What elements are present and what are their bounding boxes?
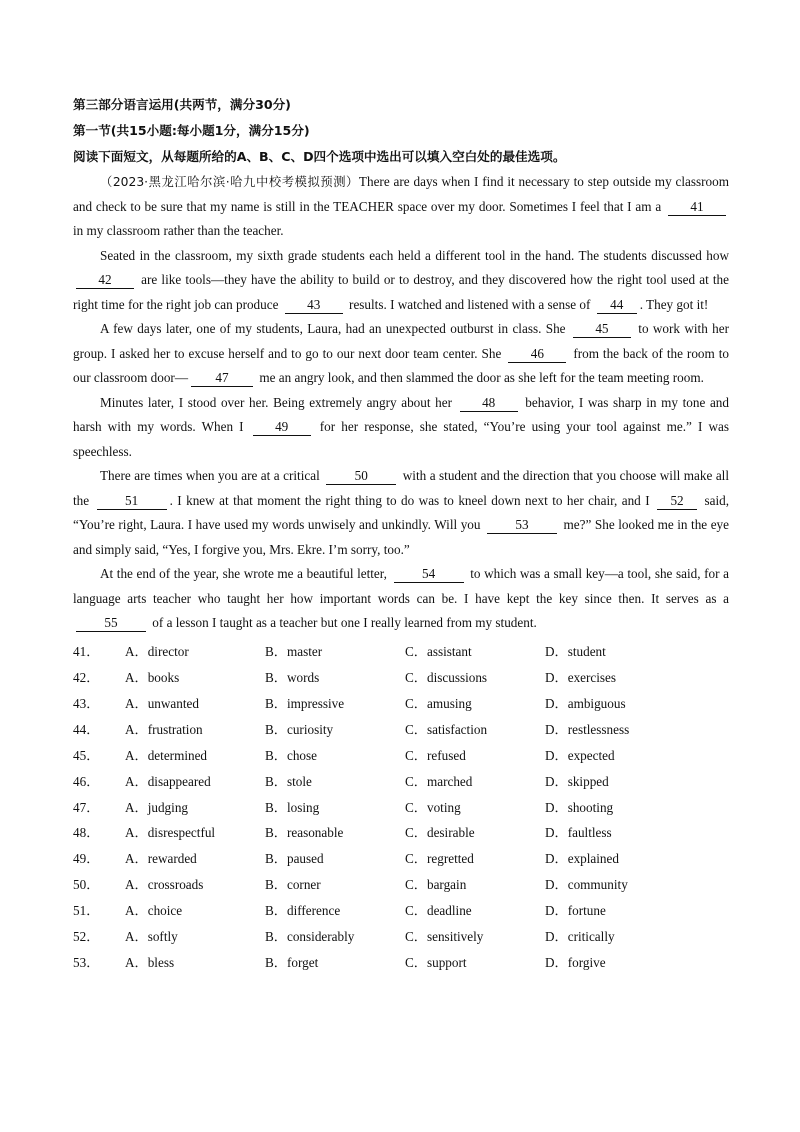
option-row: [73, 640, 729, 666]
question-number: 50．: [73, 877, 100, 893]
option-b: B．curiosity: [265, 721, 334, 737]
option-b: B．considerably: [265, 928, 355, 944]
question-number: 47．: [73, 799, 100, 815]
blank-48: 48: [460, 394, 518, 412]
option-a: A．determined: [125, 747, 208, 763]
option-row: [73, 847, 729, 873]
blank-42: 42: [76, 271, 134, 289]
option-a: A．softly: [125, 928, 178, 944]
instruction-text: 阅读下面短文，从每题所给的A、B、C、D四个选项中选出可以填入空白处的最佳选项。: [73, 149, 566, 164]
option-row: [73, 898, 729, 924]
option-b: B．chose: [265, 747, 318, 763]
option-b: B．corner: [265, 877, 321, 893]
option-a: A．disrespectful: [125, 825, 216, 841]
option-c: C．bargain: [405, 877, 467, 893]
question-number: 49．: [73, 851, 100, 867]
option-c: C．voting: [405, 799, 461, 815]
option-b: B．master: [265, 644, 323, 660]
passage-paragraph-2: Seated in the classroom, my sixth grade students each held a different tool in the hand. The students discussed how 42 are like tools—they have the ability to build or to destroy, and they discovered how the right tool used at the right time for the right job can produce 43 results. I watched and listened with a sense of 44 . They got it!: [73, 247, 730, 312]
blank-43: 43: [285, 296, 343, 314]
option-d: D．community: [545, 877, 628, 893]
option-a: A．books: [125, 670, 180, 686]
option-b: B．difference: [265, 903, 341, 919]
blank-52: 52: [657, 492, 697, 510]
option-d: D．student: [545, 644, 606, 660]
subsection-heading: 第一节(共15小题:每小题1分，满分15分): [73, 123, 310, 138]
option-row: [73, 743, 729, 769]
option-row: [73, 821, 729, 847]
options-list: [73, 640, 729, 977]
passage-paragraph-6: At the end of the year, she wrote me a beautiful letter, 54 to which was a small key—a tool, she said, for a language arts teacher who taught her how important words can be. I have kept the key since then. It serves as a 55 of a lesson I taught as a teacher but one I really learned from my student.: [73, 566, 730, 630]
option-row: [73, 665, 729, 691]
question-number: 53．: [73, 954, 100, 970]
option-b: B．stole: [265, 773, 312, 789]
option-a: A．unwanted: [125, 695, 199, 711]
option-b: B．losing: [265, 799, 320, 815]
question-number: 48．: [73, 825, 100, 841]
option-row: [73, 950, 729, 976]
passage-paragraph-1: （2023·黑龙江哈尔滨·哈九中校考模拟预测）There are days when I find it necessary to step outside my classroom and check to be sure that my name is still in the TEACHER space over my door. Sometimes I feel that I am a 41 in my classroom rather than the teacher.: [73, 174, 729, 238]
option-b: B．paused: [265, 851, 324, 867]
option-c: C．marched: [405, 773, 473, 789]
option-row: [73, 873, 729, 899]
option-row: [73, 924, 729, 950]
option-d: D．restlessness: [545, 721, 630, 737]
option-c: C．amusing: [405, 695, 472, 711]
question-number: 44．: [73, 721, 100, 737]
option-c: C．refused: [405, 747, 466, 763]
option-c: C．sensitively: [405, 928, 484, 944]
option-d: D．explained: [545, 851, 619, 867]
blank-55: 55: [76, 614, 146, 632]
option-a: A．judging: [125, 799, 189, 815]
passage-paragraph-4: Minutes later, I stood over her. Being extremely angry about her 48 behavior, I was sharp in my tone and harsh with my words. When I 49 for her response, she stated, “You’re using your tool against me.” I was speechless.: [73, 394, 729, 459]
option-a: A．director: [125, 644, 189, 660]
option-row: [73, 769, 729, 795]
option-row: [73, 717, 729, 743]
blank-53: 53: [487, 516, 557, 534]
option-c: C．deadline: [405, 903, 472, 919]
option-d: D．forgive: [545, 954, 606, 970]
blank-51: 51: [97, 492, 167, 510]
option-b: B．words: [265, 670, 320, 686]
option-row: [73, 795, 729, 821]
question-number: 43．: [73, 695, 100, 711]
option-c: C．satisfaction: [405, 721, 488, 737]
source-note: （2023·黑龙江哈尔滨·哈九中校考模拟预测）: [100, 175, 359, 189]
question-number: 45．: [73, 747, 100, 763]
option-b: B．impressive: [265, 695, 345, 711]
option-a: A．bless: [125, 954, 175, 970]
section-heading: 第三部分语言运用(共两节，满分30分): [73, 97, 291, 112]
document-page: [73, 92, 729, 976]
blank-49: 49: [253, 418, 311, 436]
option-c: C．regretted: [405, 851, 474, 867]
option-c: C．desirable: [405, 825, 475, 841]
option-b: B．reasonable: [265, 825, 344, 841]
option-d: D．ambiguous: [545, 695, 626, 711]
option-row: [73, 691, 729, 717]
option-c: C．discussions: [405, 670, 488, 686]
blank-54: 54: [394, 565, 464, 583]
question-number: 51．: [73, 903, 100, 919]
option-b: B．forget: [265, 954, 319, 970]
blank-41: 41: [668, 198, 726, 216]
blank-50: 50: [326, 467, 396, 485]
option-a: A．choice: [125, 903, 183, 919]
option-c: C．support: [405, 954, 467, 970]
option-c: C．assistant: [405, 644, 472, 660]
blank-45: 45: [573, 320, 631, 338]
question-number: 42．: [73, 670, 100, 686]
option-d: D．fortune: [545, 903, 606, 919]
option-d: D．critically: [545, 928, 615, 944]
passage-paragraph-5: There are times when you are at a critical 50 with a student and the direction that you choose will make all the 51 . I knew at that moment the right thing to do was to kneel down next to her chair, and I 52 said, “You’re right, Laura. I have used my words unwisely and unkindly. Will you 53 me?” She looked me in the eye and simply said, “Yes, I forgive you, Mrs. Ekre. I’m sorry, too.”: [73, 468, 730, 557]
option-d: D．shooting: [545, 799, 614, 815]
question-number: 46．: [73, 773, 100, 789]
blank-44: 44: [597, 296, 637, 314]
blank-46: 46: [508, 345, 566, 363]
passage-paragraph-3: A few days later, one of my students, Laura, had an unexpected outburst in class. She 45 to work with her group. I asked her to excuse herself and to go to our next door team center. She 46 from the back of the room to our classroom door— 47 me an angry look, and then slammed the door as she left for the team meeting room.: [73, 321, 730, 385]
option-a: A．crossroads: [125, 877, 204, 893]
option-d: D．expected: [545, 747, 615, 763]
option-d: D．faultless: [545, 825, 612, 841]
option-d: D．skipped: [545, 773, 609, 789]
blank-47: 47: [191, 369, 253, 387]
option-a: A．frustration: [125, 721, 203, 737]
option-a: A．rewarded: [125, 851, 197, 867]
question-number: 52．: [73, 928, 100, 944]
question-number: 41．: [73, 644, 100, 660]
option-d: D．exercises: [545, 670, 617, 686]
option-a: A．disappeared: [125, 773, 211, 789]
